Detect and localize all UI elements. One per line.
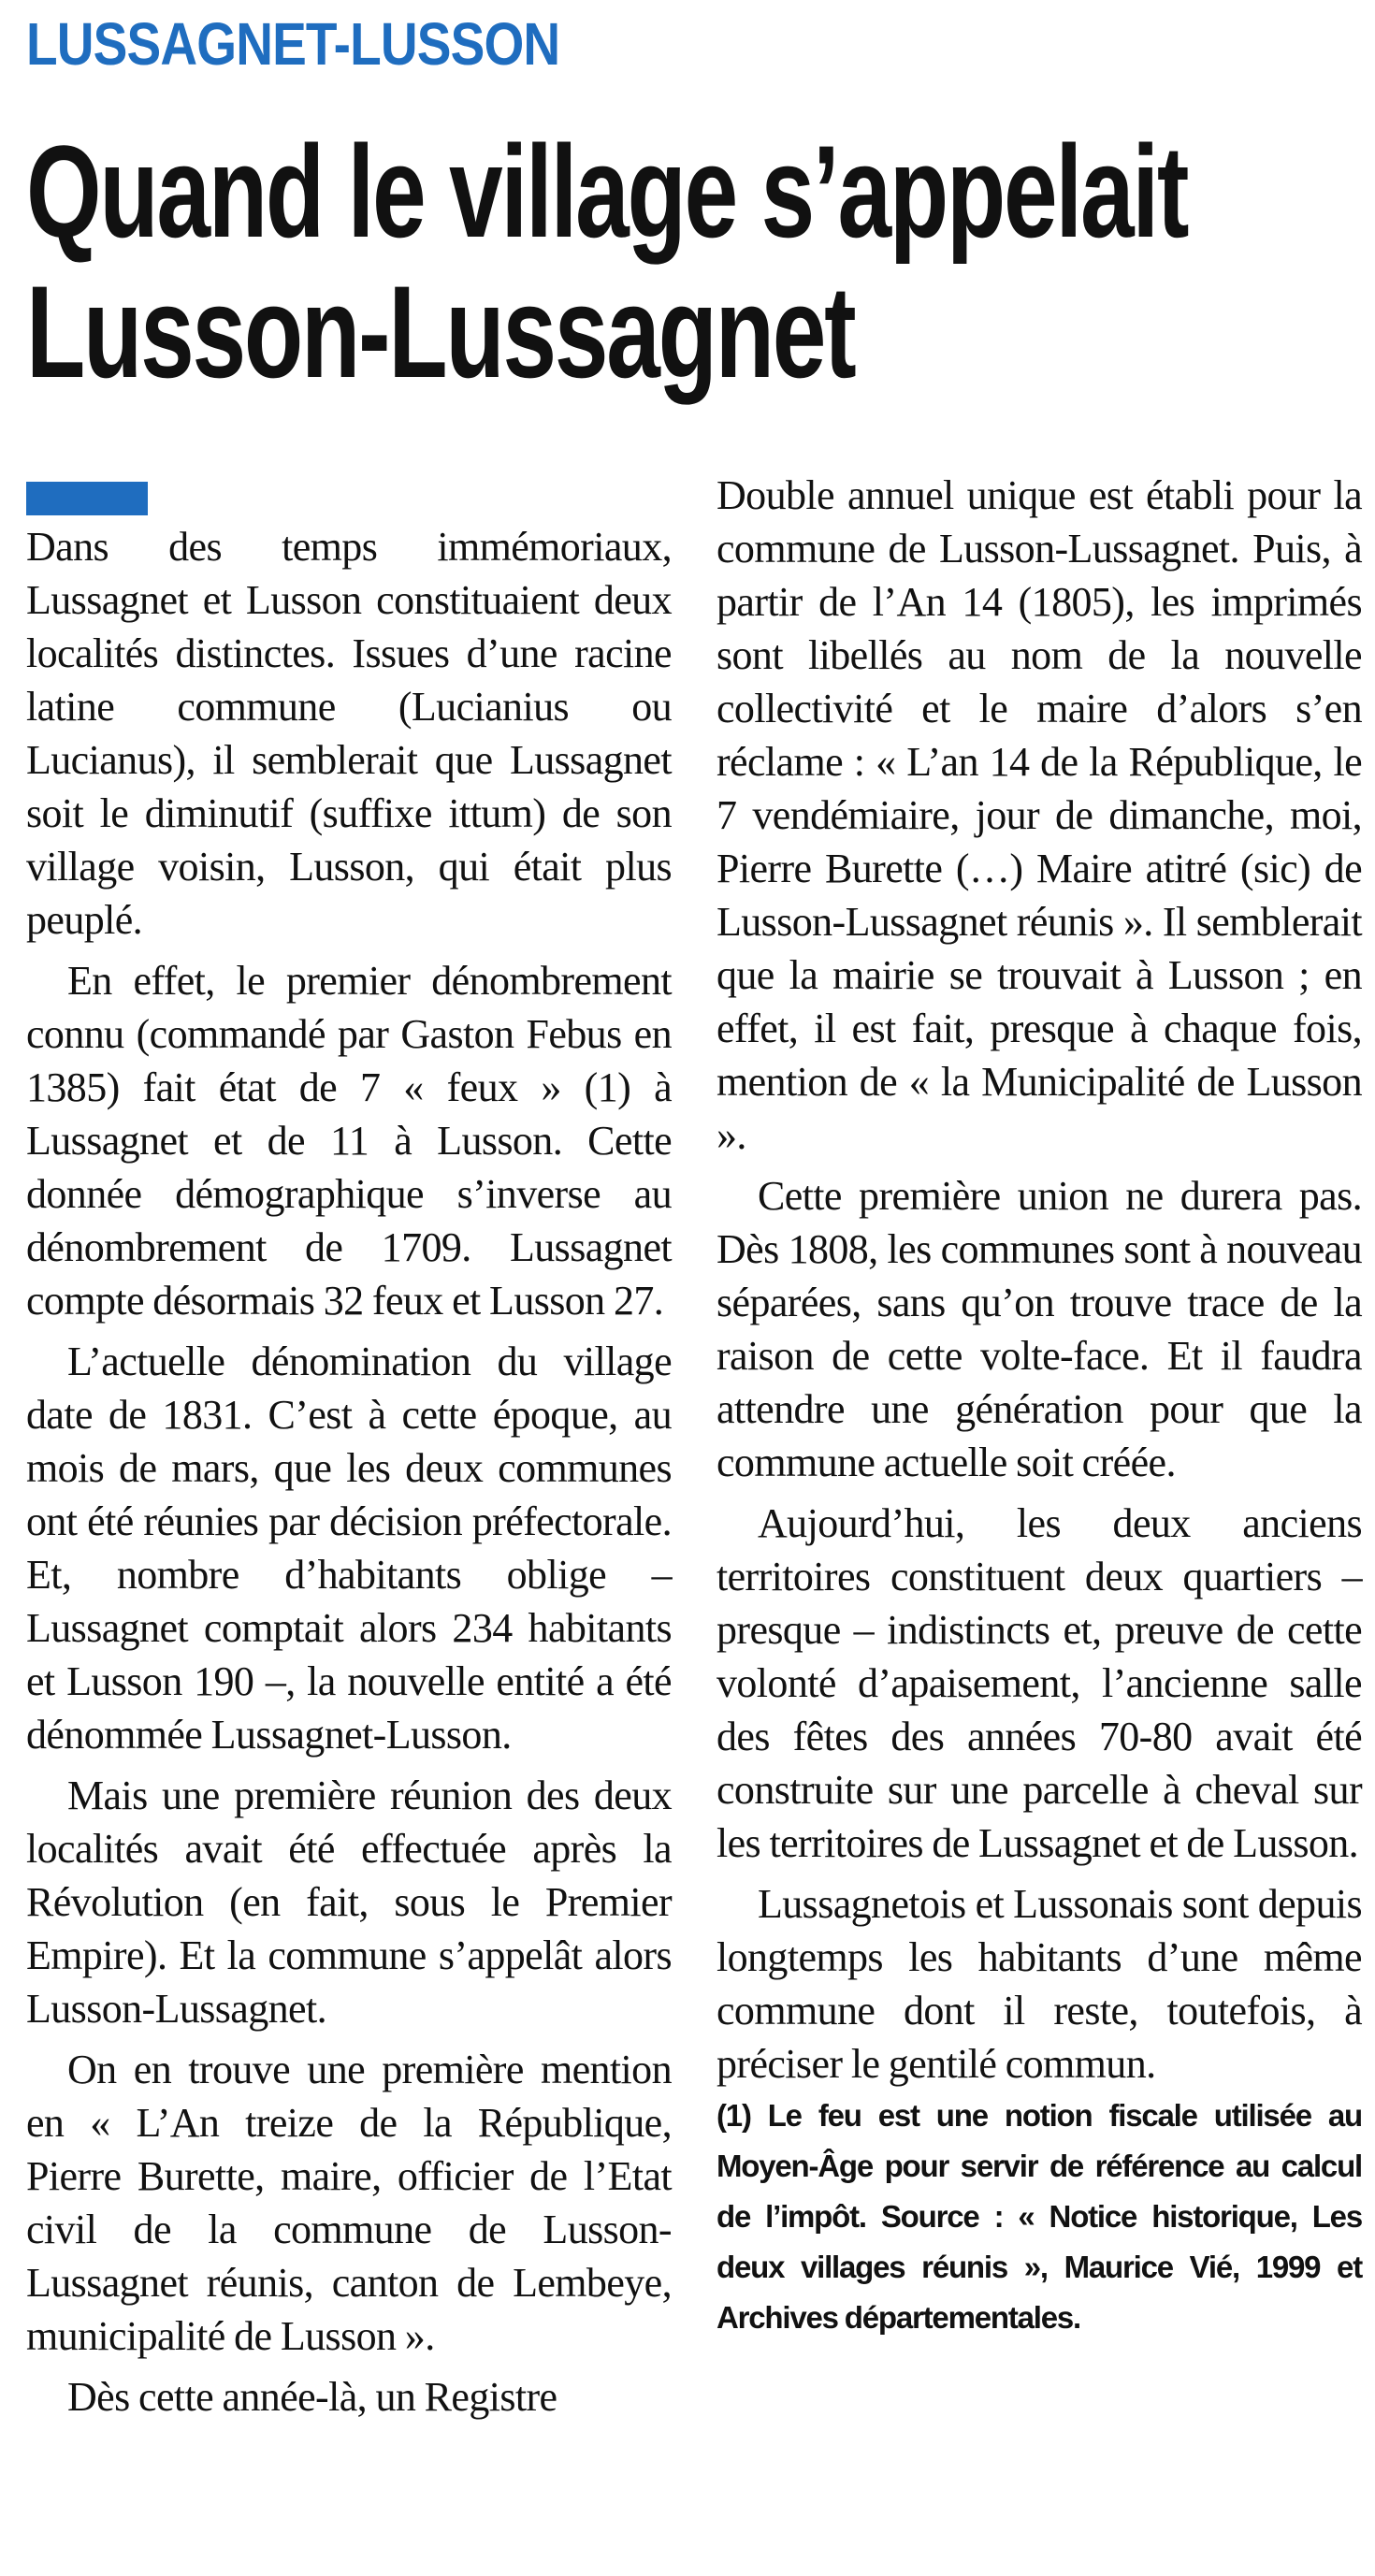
body-paragraph: On en trouve une première mention en « L’An treize de la République, Pierre Burette, maire, officier de l’Etat civil de la commune de Lusson-Lussagnet réunis, canton de Lembeye, municipalité de Lusson ». (26, 2047, 672, 2359)
section-accent-bar (26, 482, 148, 515)
body-paragraph: Lussagnetois et Lussonais sont depuis longtemps les habitants d’une même commune dont il reste, toutefois, à préciser le gentilé commun. (716, 1881, 1362, 2087)
body-paragraph: Dès cette année-là, un Registre (67, 2374, 557, 2420)
body-paragraph: Cette première union ne durera pas. Dès 1808, les communes sont à nouveau séparées, sans qu’on trouve trace de la raison de cette volte-face. Et il faudra attendre une génération pour que la commune actuelle soit créée. (716, 1173, 1362, 1485)
body-paragraph: Dans des temps immémoriaux, Lussagnet et Lusson constituaient deux localités distinctes. Issues d’une racine latine commune (Lucianius ou Lucianus), il semblerait que Lussagnet soit le diminutif (suffixe ittum) de son village voisin, Lusson, qui était plus peuplé. (26, 524, 672, 943)
article-headline (26, 118, 1188, 405)
footnote: (1) Le feu est une notion fiscale utilisée au Moyen-Âge pour servir de référence au calcul de l’impôt. Source : « Notice historique, Les deux villages réunis », Maurice Vié, 1999 et Archives départementales. (716, 2098, 1362, 2335)
body-paragraph: Mais une première réunion des deux localités avait été effectuée après la Révolution (en fait, sous le Premier Empire). Et la commune s’appelât alors Lusson-Lussagnet. (26, 1773, 672, 2032)
body-paragraph: L’actuelle dénomination du village date de 1831. C’est à cette époque, au mois de mars, que les deux communes ont été réunies par décision préfectorale. Et, nombre d’habitants oblige – Lussagnet comptait alors 234 habitants et Lusson 190 –, la nouvelle entité a été dénommée Lussagnet-Lusson. (26, 1339, 672, 1758)
article-column-left (26, 520, 672, 2424)
headline-line-1: Quand le village s’appelait (26, 118, 1188, 265)
body-paragraph: Double annuel unique est établi pour la commune de Lusson-Lussagnet. Puis, à partir de l’An 14 (1805), les imprimés sont libellés au nom de la nouvelle collectivité et le maire d’alors s’en réclame : « L’an 14 de la République, le 7 vendémiaire, jour de dimanche, moi, Pierre Burette (…) Maire atitré (sic) de Lusson-Lussagnet réunis ». Il semblerait que la mairie se trouvait à Lusson ; en effet, il est fait, presque à chaque fois, mention de « la Municipalité de Lusson ». (716, 472, 1362, 1158)
body-paragraph: Aujourd’hui, les deux anciens territoires constituent deux quartiers – presque – indistincts et, preuve de cette volonté d’apaisement, l’ancienne salle des fêtes des années 70-80 avait été construite sur une parcelle à cheval sur les territoires de Lussagnet et de Lusson. (716, 1500, 1362, 1866)
kicker-rubric: LUSSAGNET-LUSSON (26, 10, 560, 78)
body-paragraph: En effet, le premier dénombrement connu (commandé par Gaston Febus en 1385) fait état de 7 « feux » (1) à Lussagnet et de 11 à Lusson. Cette donnée démographique s’inverse au dénombrement de 1709. Lussagnet compte désormais 32 feux et Lusson 27. (26, 958, 672, 1324)
article-column-right (716, 469, 1362, 2343)
headline-line-2: Lusson-Lussagnet (26, 258, 855, 405)
